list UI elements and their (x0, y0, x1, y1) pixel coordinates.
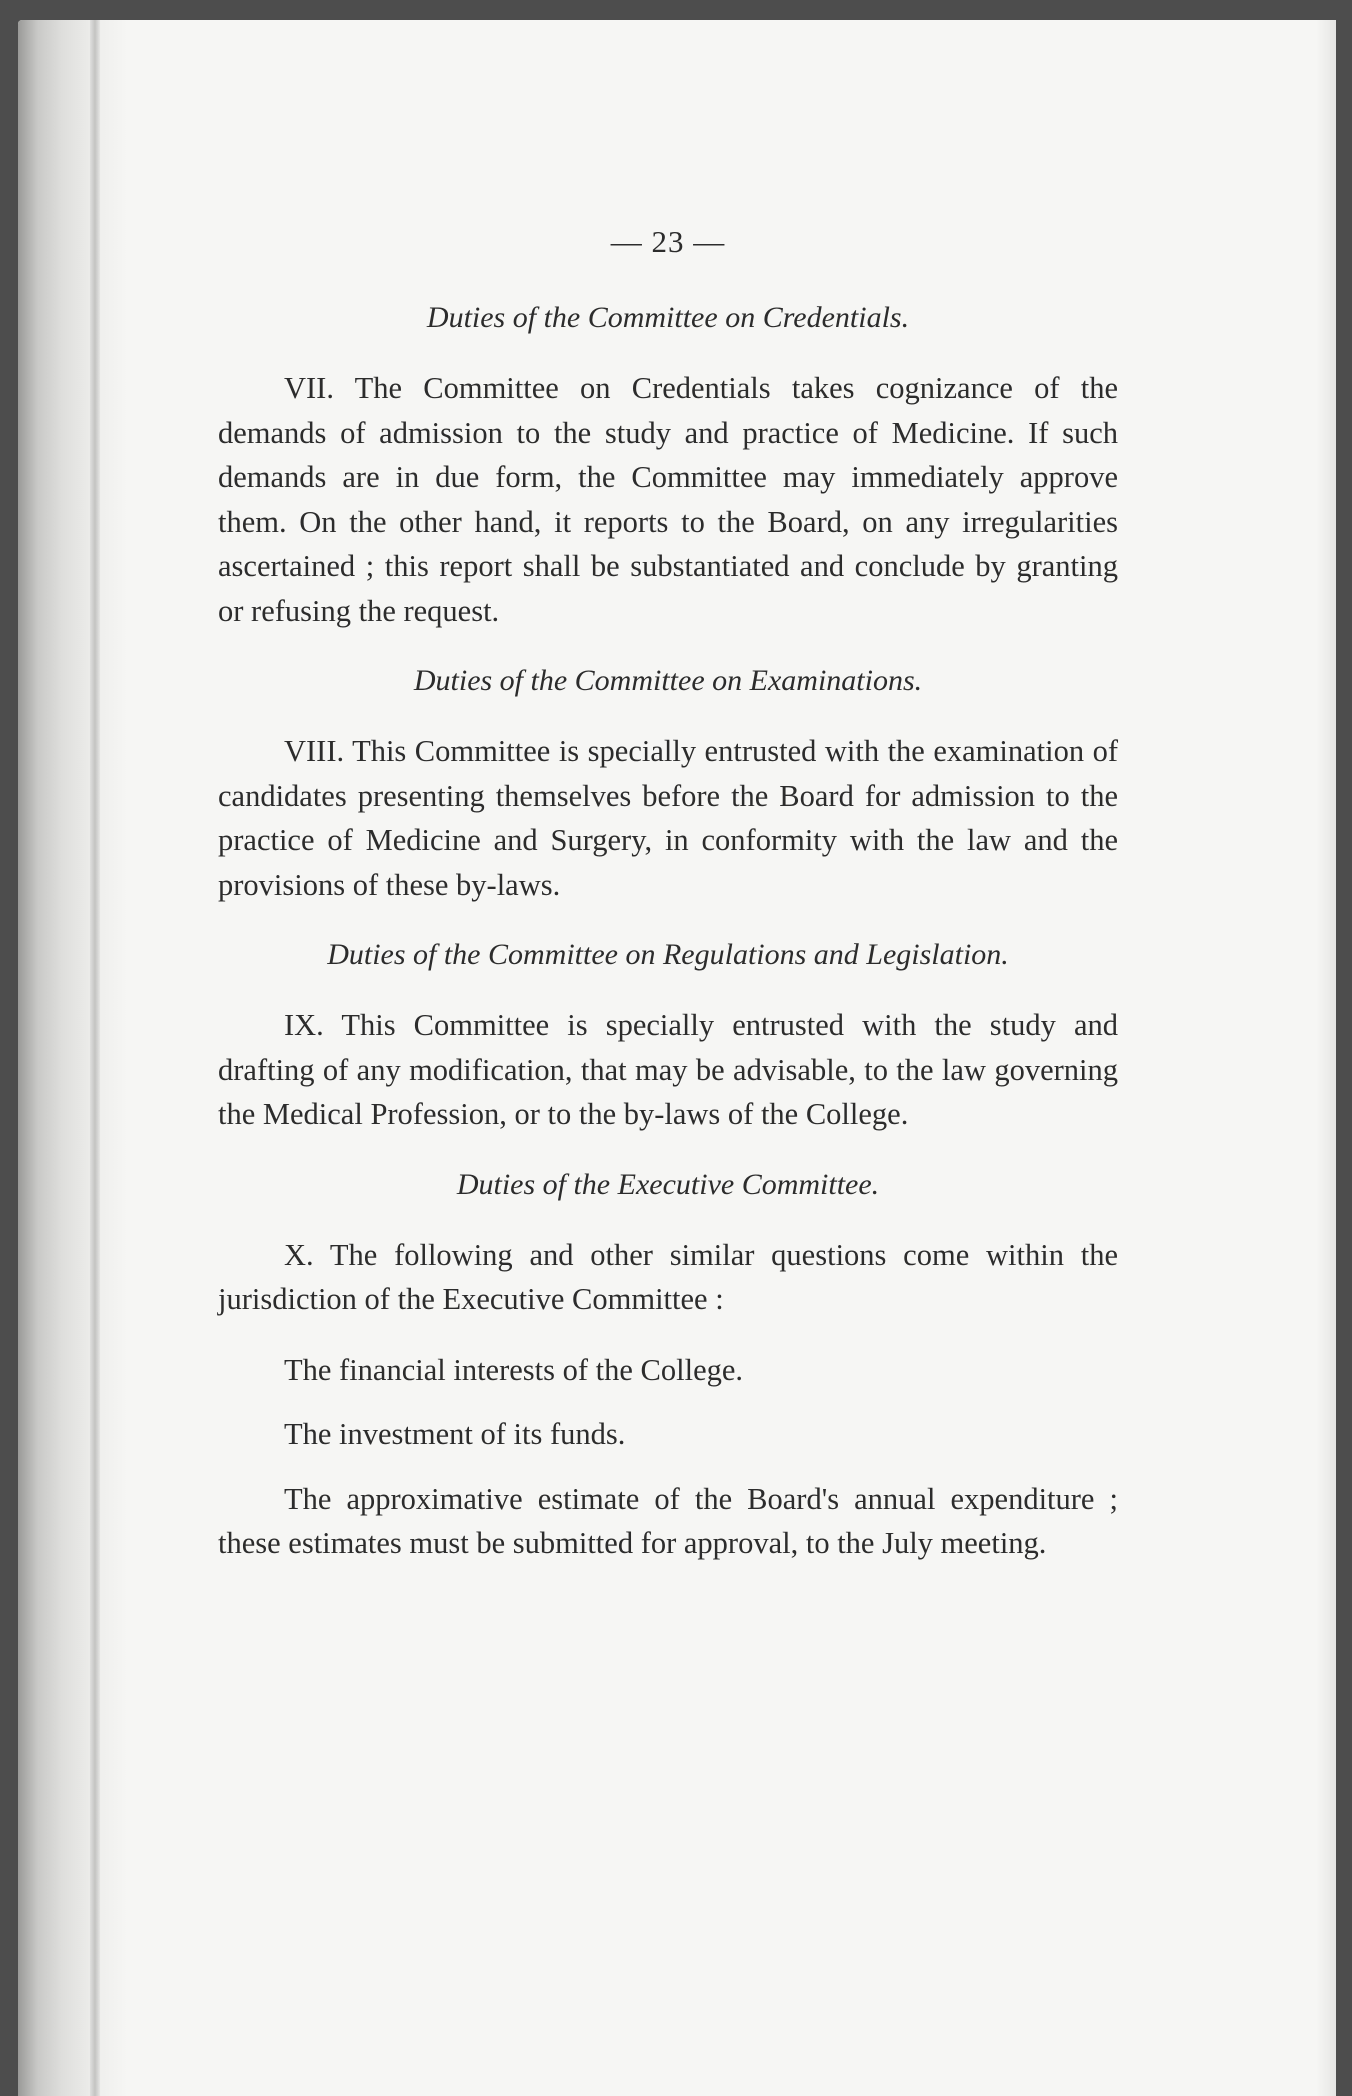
section-paragraph-executive: X. The following and other similar questions come within the jurisdiction of the Executive Committee : (218, 1237, 1118, 1316)
executive-item: The investment of its funds. (284, 1417, 626, 1451)
book-page (18, 20, 1336, 2096)
page-edge (1316, 20, 1336, 2096)
section-heading-regulations: Duties of the Committee on Regulations and Legislation. (327, 938, 1009, 971)
executive-item: The approximative estimate of the Board's annual expenditure ; these estimates must be submitted for approval, to the July meeting. (218, 1481, 1118, 1560)
section-paragraph-credentials: VII. The Committee on Credentials takes cognizance of the demands of admission to the study and practice of Medicine. If such demands are in due form, the Committee may immediately approve them. On the other hand, it reports to the Board, on any irregularities ascertained ; this report shall be substantiated and conclude by granting or refusing the request. (218, 371, 1118, 628)
section-paragraph-regulations: IX. This Committee is specially entrusted with the study and drafting of any modification, that may be advisable, to the law governing the Medical Profession, or to the by-laws of the College. (218, 1008, 1118, 1131)
executive-item: The financial interests of the College. (284, 1352, 744, 1387)
section-paragraph-examinations: VIII. This Committee is specially entrusted with the examination of candidates presenting themselves before the Board for admission to the practice of Medicine and Surgery, in conformity with the law and the provisions of these by-laws. (218, 734, 1118, 902)
section-heading-credentials: Duties of the Committee on Credentials. (426, 301, 910, 334)
section-heading-executive: Duties of the Executive Committee. (456, 1167, 880, 1201)
section-heading-examinations: Duties of the Committee on Examinations. (413, 664, 923, 697)
binding-shadow (90, 20, 100, 2096)
binding-gutter (18, 20, 128, 2096)
page-text (218, 220, 1118, 1592)
page-number: — 23 — (610, 224, 726, 259)
